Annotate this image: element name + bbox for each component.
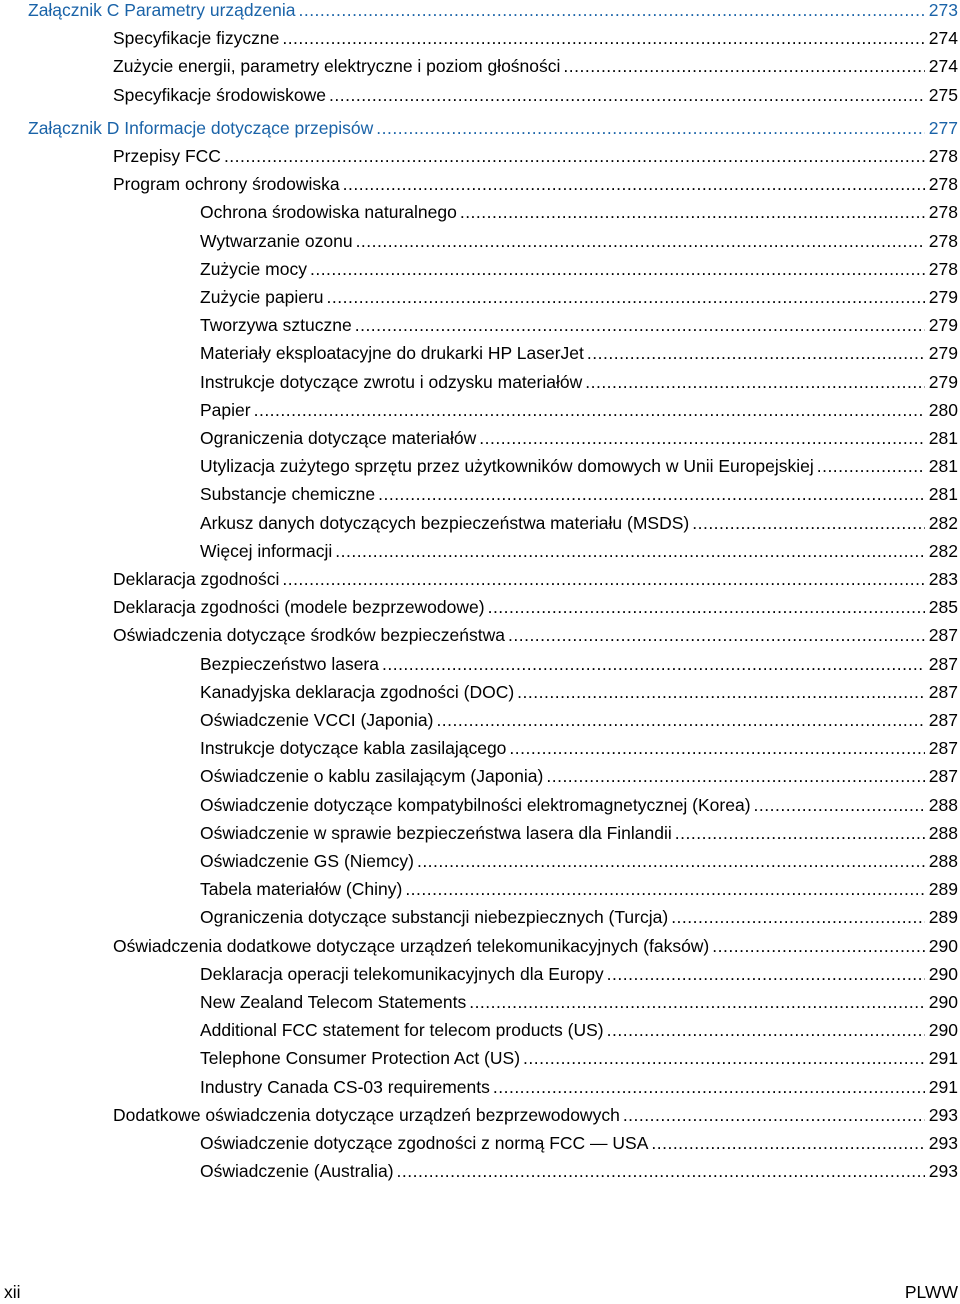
toc-entry-title: Additional FCC statement for telecom products (US) (200, 1020, 604, 1041)
toc-dot-leader (394, 1157, 925, 1185)
toc-entry[interactable] (200, 819, 958, 847)
toc-dot-leader (476, 424, 925, 452)
toc-chapter-entry[interactable] (28, 114, 958, 142)
toc-entry-title: Oświadczenie w sprawie bezpieczeństwa lasera dla Finlandii (200, 822, 672, 843)
toc-entry[interactable] (113, 142, 958, 170)
toc-entry-page: 289 (928, 907, 958, 928)
page-number: xii (4, 1282, 21, 1302)
toc-dot-leader (514, 678, 925, 706)
toc-entry-page: 281 (928, 428, 958, 448)
toc-entry[interactable] (200, 452, 958, 480)
toc-entry[interactable] (113, 170, 958, 198)
toc-entry-page: 285 (928, 597, 958, 618)
toc-dot-leader (543, 762, 924, 790)
toc-entry-title: Ograniczenia dotyczące materiałów (200, 428, 477, 448)
toc-entry-page: 277 (928, 117, 958, 138)
toc-entry-title: Substancje chemiczne (200, 484, 376, 505)
toc-dot-leader (672, 819, 925, 847)
toc-dot-leader (326, 81, 925, 109)
toc-entry[interactable] (200, 311, 958, 339)
toc-dot-leader (814, 452, 925, 480)
toc-entry-page: 288 (928, 851, 958, 871)
toc-entry-page: 287 (928, 710, 958, 730)
toc-entry-title: Więcej informacji (200, 540, 333, 561)
toc-entry[interactable] (200, 1073, 958, 1101)
toc-dot-leader (582, 368, 925, 396)
toc-entry-title: Przepisy FCC (113, 146, 221, 166)
toc-entry-title: Instrukcje dotyczące kabla zasilającego (200, 738, 507, 759)
toc-entry-page: 291 (928, 1048, 958, 1069)
toc-entry-title: New Zealand Telecom Statements (200, 992, 467, 1012)
toc-entry-page: 290 (928, 963, 958, 984)
toc-entry-page: 278 (928, 174, 958, 195)
toc-entry[interactable] (113, 1101, 958, 1129)
toc-entry-page: 287 (928, 738, 958, 759)
toc-entry-page: 290 (928, 992, 958, 1012)
toc-dot-leader (279, 24, 924, 52)
document-code: PLWW (904, 1282, 958, 1302)
toc-entry[interactable] (200, 678, 958, 706)
toc-entry-title: Oświadczenie dotyczące kompatybilności elektromagnetycznej (Korea) (200, 794, 751, 815)
toc-entry-page: 288 (928, 822, 958, 843)
toc-entry-title: Oświadczenie (Australia) (200, 1161, 394, 1182)
toc-entry-page: 280 (928, 399, 958, 420)
toc-dot-leader (560, 52, 924, 80)
toc-entry-page: 278 (928, 146, 958, 166)
toc-entry[interactable] (200, 847, 958, 875)
toc-dot-leader (490, 1073, 925, 1101)
toc-dot-leader (373, 114, 925, 142)
toc-entry-page: 293 (928, 1133, 958, 1153)
toc-entry-page: 293 (928, 1104, 958, 1125)
toc-entry-page: 287 (928, 766, 958, 787)
toc-entry-title: Zużycie papieru (200, 287, 324, 307)
toc-entry-page: 293 (928, 1161, 958, 1182)
toc-dot-leader (402, 875, 924, 903)
toc-entry[interactable] (200, 903, 958, 931)
toc-entry-page: 282 (928, 512, 958, 533)
toc-dot-leader (466, 988, 925, 1016)
toc-entry-title: Ochrona środowiska naturalnego (200, 202, 457, 223)
toc-dot-leader (340, 170, 925, 198)
toc-entry-title: Program ochrony środowiska (113, 174, 340, 195)
toc-dot-leader (505, 621, 925, 649)
toc-entry-title: Materiały eksploatacyjne do drukarki HP LaserJet (200, 343, 584, 364)
toc-dot-leader (307, 255, 925, 283)
toc-entry[interactable] (200, 960, 958, 988)
toc-entry-title: Telephone Consumer Protection Act (US) (200, 1048, 521, 1069)
toc-dot-leader (751, 791, 925, 819)
toc-entry-title: Kanadyjska deklaracja zgodności (DOC) (200, 681, 515, 702)
toc-entry[interactable] (113, 81, 958, 109)
toc-dot-leader (352, 311, 925, 339)
toc-dot-leader (604, 1016, 925, 1044)
toc-dot-leader (221, 142, 925, 170)
toc-dot-leader (433, 706, 924, 734)
toc-dot-leader (620, 1101, 925, 1129)
toc-entry[interactable] (200, 734, 958, 762)
toc-entry[interactable] (200, 227, 958, 255)
toc-entry-page: 278 (928, 258, 958, 279)
toc-entry-title: Industry Canada CS-03 requirements (200, 1076, 490, 1097)
toc-entry-page: 287 (928, 625, 958, 646)
toc-entry-title: Specyfikacje fizyczne (113, 28, 280, 49)
toc-entry-title: Oświadczenie o kablu zasilającym (Japonia) (200, 766, 544, 787)
toc-entry-title: Arkusz danych dotyczących bezpieczeństwa materiału (MSDS) (200, 512, 690, 533)
toc-dot-leader (584, 339, 925, 367)
toc-entry-title: Deklaracja operacji telekomunikacyjnych dla Europy (200, 963, 604, 984)
toc-entry-page: 287 (928, 653, 958, 674)
toc-entry[interactable] (200, 1016, 958, 1044)
toc-dot-leader (668, 903, 925, 931)
toc-entry-title: Utylizacja zużytego sprzętu przez użytkowników domowych w Unii Europejskiej (200, 456, 814, 477)
toc-entry-page: 289 (928, 879, 958, 900)
toc-entry-page: 273 (928, 0, 958, 20)
toc-chapter-entry[interactable] (28, 0, 958, 24)
toc-dot-leader (379, 650, 925, 678)
toc-dot-leader (648, 1129, 924, 1157)
toc-entry-page: 283 (928, 569, 958, 589)
toc-entry[interactable] (113, 565, 958, 593)
toc-entry[interactable] (200, 509, 958, 537)
toc-entry[interactable] (200, 339, 958, 367)
toc-dot-leader (689, 509, 925, 537)
toc-dot-leader (520, 1044, 925, 1072)
toc-entry[interactable] (200, 1157, 958, 1185)
toc-entry[interactable] (200, 791, 958, 819)
toc-entry-page: 281 (928, 456, 958, 477)
toc-dot-leader (279, 565, 924, 593)
toc-entry-page: 279 (928, 287, 958, 307)
toc-entry[interactable] (200, 762, 958, 790)
toc-entry-title: Tabela materiałów (Chiny) (200, 879, 403, 900)
toc-dot-leader (709, 932, 925, 960)
toc-entry[interactable] (113, 593, 958, 621)
toc-dot-leader (353, 227, 925, 255)
toc-entry[interactable] (200, 396, 958, 424)
toc-entry-title: Zużycie energii, parametry elektryczne i poziom głośności (113, 56, 561, 77)
toc-entry-title: Oświadczenie dotyczące zgodności z normą FCC — USA (200, 1133, 649, 1153)
toc-dot-leader (604, 960, 925, 988)
toc-entry[interactable] (113, 24, 958, 52)
toc-entry-page: 278 (928, 202, 958, 223)
toc-entry-title: Oświadczenia dotyczące środków bezpieczeństwa (113, 625, 505, 646)
toc-entry-page: 274 (928, 56, 958, 77)
toc-entry-title: Ograniczenia dotyczące substancji niebezpiecznych (Turcja) (200, 907, 669, 928)
toc-entry[interactable] (200, 537, 958, 565)
toc-dot-leader (414, 847, 925, 875)
toc-entry-title: Zużycie mocy (200, 258, 307, 279)
toc-entry[interactable] (200, 650, 958, 678)
toc-entry-title: Papier (200, 399, 251, 420)
toc-entry[interactable] (200, 706, 958, 734)
toc-dot-leader (375, 480, 925, 508)
toc-entry-page: 274 (928, 28, 958, 49)
toc-entry[interactable] (113, 932, 958, 960)
toc-entry[interactable] (200, 283, 958, 311)
toc-entry-title: Deklaracja zgodności (113, 569, 280, 589)
toc-entry-title: Załącznik D Informacje dotyczące przepisów (28, 117, 374, 138)
toc-entry-page: 291 (928, 1076, 958, 1097)
toc-dot-leader (485, 593, 925, 621)
toc-entry[interactable] (113, 52, 958, 80)
toc-dot-leader (324, 283, 925, 311)
toc-entry[interactable] (200, 988, 958, 1016)
toc-dot-leader (251, 396, 925, 424)
toc-entry-page: 282 (928, 540, 958, 561)
toc-entry-page: 279 (928, 371, 958, 392)
toc-entry-title: Wytwarzanie ozonu (200, 230, 353, 251)
toc-entry-title: Deklaracja zgodności (modele bezprzewodowe) (113, 597, 485, 618)
toc-entry-page: 290 (928, 935, 958, 956)
toc-dot-leader (332, 537, 925, 565)
toc-entry[interactable] (200, 198, 958, 226)
toc-entry[interactable] (200, 875, 958, 903)
toc-entry-page: 279 (928, 315, 958, 336)
toc-entry-title: Instrukcje dotyczące zwrotu i odzysku materiałów (200, 371, 583, 392)
toc-entry[interactable] (200, 368, 958, 396)
toc-entry-page: 287 (928, 681, 958, 702)
toc-dot-leader (295, 0, 924, 24)
toc-dot-leader (457, 198, 925, 226)
toc-entry[interactable] (200, 1129, 958, 1157)
toc-entry-title: Oświadczenie GS (Niemcy) (200, 851, 414, 871)
toc-entry-title: Załącznik C Parametry urządzenia (28, 0, 296, 20)
toc-entry-title: Tworzywa sztuczne (200, 315, 352, 336)
toc-entry-title: Dodatkowe oświadczenia dotyczące urządzeń bezprzewodowych (113, 1104, 620, 1125)
toc-entry[interactable] (200, 424, 958, 452)
toc-entry-page: 288 (928, 794, 958, 815)
toc-entry-title: Bezpieczeństwo lasera (200, 653, 379, 674)
toc-entry-title: Oświadczenia dodatkowe dotyczące urządzeń telekomunikacyjnych (faksów) (113, 935, 710, 956)
toc-entry-page: 281 (928, 484, 958, 505)
toc-entry-page: 279 (928, 343, 958, 364)
toc-entry-page: 275 (928, 84, 958, 105)
toc-dot-leader (506, 734, 924, 762)
toc-entry-title: Specyfikacje środowiskowe (113, 84, 327, 105)
toc-entry[interactable] (200, 480, 958, 508)
toc-entry-page: 278 (928, 230, 958, 251)
toc-entry-title: Oświadczenie VCCI (Japonia) (200, 710, 434, 730)
toc-entry-page: 290 (928, 1020, 958, 1041)
toc-entry[interactable] (200, 1044, 958, 1072)
toc-entry[interactable] (200, 255, 958, 283)
toc-entry[interactable] (113, 621, 958, 649)
